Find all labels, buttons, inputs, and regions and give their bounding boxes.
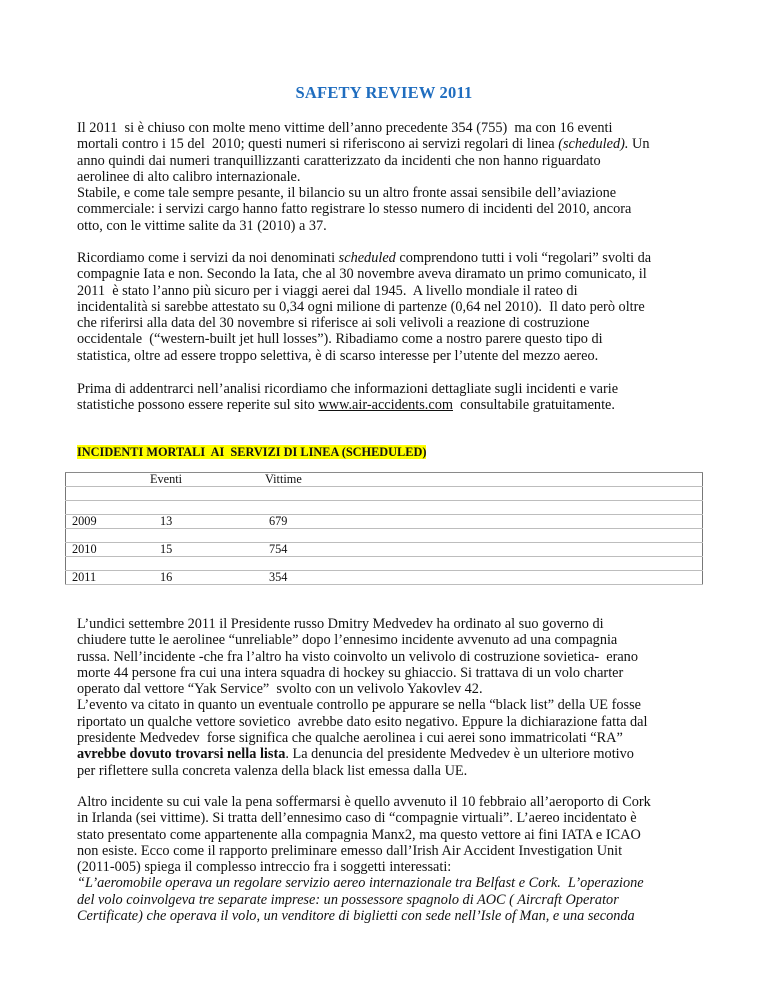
cell-vittime: 354 — [255, 571, 703, 585]
cell-eventi: 13 — [134, 515, 255, 529]
cell-eventi — [134, 557, 255, 571]
text-line — [77, 665, 647, 681]
table-row — [66, 501, 703, 515]
cell-vittime — [255, 501, 703, 515]
text-segment: Altro incidente su cui vale la pena soffermarsi è quello avvenuto il 10 febbraio all’aeroporto di Cork — [77, 794, 651, 810]
cell-eventi — [134, 501, 255, 515]
text-line — [77, 348, 651, 364]
table-heading: INCIDENTI MORTALI AI SERVIZI DI LINEA (SCHEDULED) — [77, 445, 427, 459]
text-line — [77, 730, 647, 746]
text-line — [77, 875, 651, 891]
text-line — [77, 315, 651, 331]
text-segment: L’undici settembre 2011 il Presidente russo Dmitry Medvedev ha ordinato al suo governo di — [77, 616, 604, 632]
text-segment: aerolinee di alto calibro internazionale. — [77, 168, 301, 185]
cell-year — [66, 501, 135, 515]
text-segment: incidentalità si sarebbe attestato su 0,34 ogni milione di partenze (0,64 nel 2010). Il dato però oltre — [77, 298, 645, 315]
cell-vittime — [255, 487, 703, 501]
table-row — [66, 487, 703, 501]
text-line — [77, 120, 650, 136]
text-line — [77, 649, 647, 665]
cell-vittime: 679 — [255, 515, 703, 529]
text-line — [77, 283, 651, 299]
cell-vittime: 754 — [255, 543, 703, 557]
text-line — [77, 908, 651, 924]
text-segment: consultabile gratuitamente. — [452, 397, 615, 414]
text-segment: scheduled — [338, 250, 396, 266]
text-segment: Il 2011 si è chiuso con molte meno vittime dell’anno precedente 354 (755) ma con 16 eventi — [77, 120, 613, 136]
text-segment: “L’aeromobile operava un regolare servizio aereo internazionale tra Belfast e Cork. L’operazione — [77, 875, 644, 892]
cell-vittime — [255, 557, 703, 571]
text-line — [77, 843, 651, 859]
text-segment: avrebbe dovuto trovarsi nella lista — [77, 746, 286, 763]
cell-year: 2009 — [66, 515, 135, 529]
text-segment: Certificate) che operava il volo, un venditore di biglietti con sede nell’Isle of Man, e una seconda — [77, 908, 635, 925]
text-segment: (2011-005) spiega il complesso intreccio fra i soggetti interessati: — [77, 859, 452, 876]
table-row — [66, 557, 703, 571]
text-line — [77, 185, 650, 201]
text-segment: occidentale (“western-built jet hull losses”). Ribadiamo come a nostro parere questo tipo di — [77, 331, 603, 348]
text-line — [77, 201, 650, 217]
cell-year: 2011 — [66, 571, 135, 585]
fatal-incidents-table — [65, 472, 703, 585]
table-header-row — [66, 473, 703, 487]
text-line — [77, 859, 651, 875]
text-line — [77, 697, 647, 713]
text-line — [77, 810, 651, 826]
text-line — [77, 632, 647, 648]
cell-eventi — [134, 529, 255, 543]
paragraph-sources — [77, 381, 618, 414]
text-segment: comprendono tutti i voli “regolari” svolti da — [395, 250, 652, 266]
text-line — [77, 250, 651, 266]
paragraph-scheduled — [77, 250, 651, 364]
header-vittime: Vittime — [255, 473, 703, 487]
text-line — [77, 397, 618, 413]
text-line — [77, 331, 651, 347]
text-segment: in Irlanda (sei vittime). Si tratta dell’ennesimo caso di “compagnie virtuali”. L’aereo incidentato è — [77, 810, 637, 827]
cell-year — [66, 487, 135, 501]
text-line — [77, 794, 651, 810]
text-line — [77, 763, 647, 779]
text-line — [77, 218, 650, 234]
text-segment: del volo coinvolgeva tre separate imprese: un possessore spagnolo di AOC ( Aircraft Operator — [77, 891, 619, 908]
text-segment: commerciale: i servizi cargo hanno fatto registrare lo stesso numero di incidenti del 2010, ancora — [77, 201, 632, 218]
cell-eventi — [134, 487, 255, 501]
table-row — [66, 571, 703, 585]
header-year — [66, 473, 135, 487]
paragraph-medvedev — [77, 616, 647, 779]
text-line — [77, 266, 651, 282]
text-segment: operato dal vettore “Yak Service” svolto con un velivolo Yakovlev 42. — [77, 681, 483, 698]
header-eventi: Eventi — [134, 473, 255, 487]
text-segment: Un — [628, 136, 650, 153]
table-row — [66, 529, 703, 543]
page-title: SAFETY REVIEW 2011 — [295, 83, 473, 102]
cell-year — [66, 557, 135, 571]
text-segment: (scheduled). — [558, 136, 629, 153]
text-segment: anno quindi dai numeri tranquillizzanti caratterizzato da incidenti che non hanno riguardato — [77, 152, 601, 169]
text-line — [77, 381, 618, 397]
paragraph-cork — [77, 794, 651, 924]
paragraph-intro — [77, 120, 650, 234]
text-segment: . La denuncia del presidente Medvedev è un ulteriore motivo — [285, 746, 634, 763]
text-segment: mortali contro i 15 del 2010; questi numeri si riferiscono ai servizi regolari di linea — [77, 136, 559, 153]
cell-eventi: 15 — [134, 543, 255, 557]
text-segment: riportato un qualche vettore sovietico avrebbe dato esito negativo. Eppure la dichiarazione fatta dal — [77, 713, 648, 730]
text-segment: russa. Nell’incidente -che fra l’altro ha visto coinvolto un velivolo di costruzione sovietica- erano — [77, 648, 638, 665]
text-segment: compagnie Iata e non. Secondo la Iata, che al 30 novembre aveva diramato un primo comunicato, il — [77, 266, 647, 283]
text-segment: che riferirsi alla data del 30 novembre si riferisce ai soli velivoli a reazione di costruzione — [77, 315, 590, 332]
text-line — [77, 827, 651, 843]
text-segment: statistiche possono essere reperite sul sito — [77, 397, 319, 414]
text-segment: stato presentato come appartenente alla compagnia Manx2, ma questo vettore ai fini IATA e ICAO — [77, 826, 641, 843]
text-segment: Stabile, e come tale sempre pesante, il bilancio su un altro fronte assai sensibile dell’aviazione — [77, 185, 617, 202]
text-segment: L’evento va citato in quanto un eventuale controllo pe appurare se nella “black list” della UE fosse — [77, 697, 641, 714]
text-segment: statistica, oltre ad essere troppo selettiva, è di scarso interesse per l’utente del mezzo aereo. — [77, 347, 599, 364]
table-row — [66, 543, 703, 557]
text-segment: 2011 è stato l’anno più sicuro per i viaggi aerei dal 1945. A livello mondiale il rateo di — [77, 282, 578, 299]
website-link[interactable]: www.air-accidents.com — [318, 397, 453, 414]
text-segment: chiudere tutte le aerolinee “unreliable” dopo l’ennesimo incidente avvenuto ad una compagnia — [77, 632, 618, 649]
table-row — [66, 515, 703, 529]
cell-eventi: 16 — [134, 571, 255, 585]
text-line — [77, 746, 647, 762]
text-segment: morte 44 persone fra cui una intera squadra di hockey su ghiaccio. Si trattava di un volo charter — [77, 664, 624, 681]
cell-vittime — [255, 529, 703, 543]
text-line — [77, 153, 650, 169]
text-line — [77, 892, 651, 908]
cell-year: 2010 — [66, 543, 135, 557]
text-line — [77, 681, 647, 697]
text-segment: Prima di addentrarci nell’analisi ricordiamo che informazioni dettagliate sugli incidenti e varie — [77, 381, 619, 397]
text-segment: otto, con le vittime salite da 31 (2010) a 37. — [77, 217, 327, 234]
text-line — [77, 136, 650, 152]
text-segment: Ricordiamo come i servizi da noi denominati — [77, 250, 339, 266]
text-segment: presidente Medvedev forse significa che qualche aerolinea i cui aerei sono immatricolati “RA” — [77, 730, 623, 747]
text-line — [77, 714, 647, 730]
text-line — [77, 616, 647, 632]
cell-year — [66, 529, 135, 543]
text-line — [77, 299, 651, 315]
text-line — [77, 169, 650, 185]
text-segment: per riflettere sulla concreta valenza della black list emessa dalla UE. — [77, 762, 468, 779]
text-segment: non esiste. Ecco come il rapporto preliminare emesso dall’Irish Air Accident Investigation Unit — [77, 842, 623, 859]
